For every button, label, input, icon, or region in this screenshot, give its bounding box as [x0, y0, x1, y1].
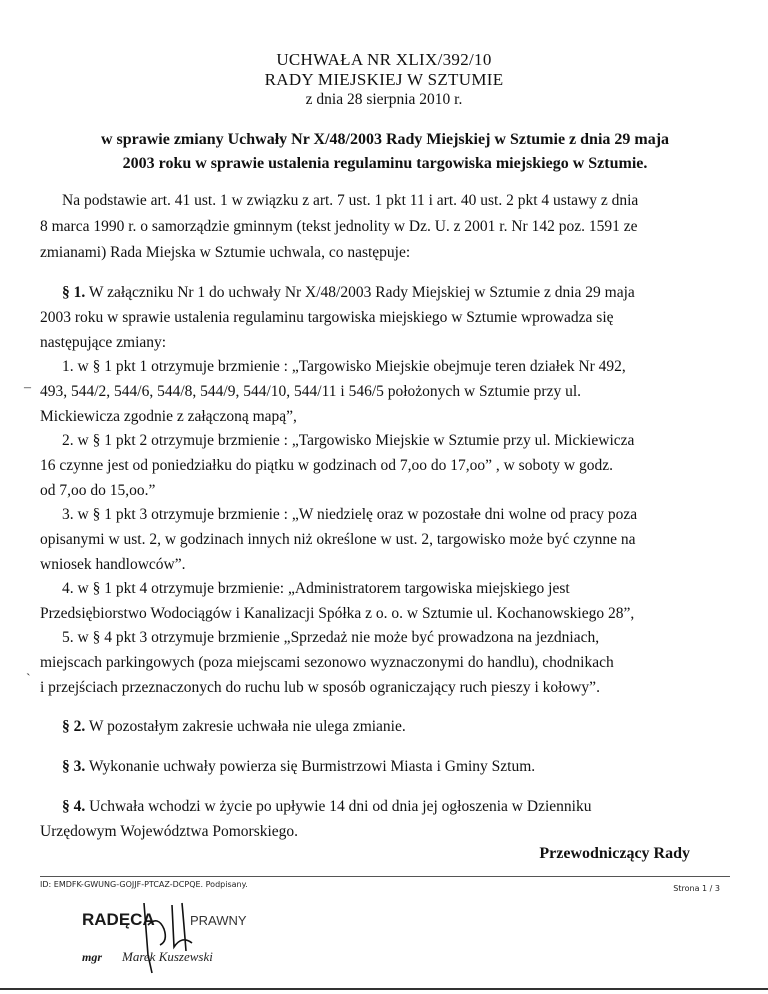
preamble-line-2: 8 marca 1990 r. o samorządzie gminnym (tekst jednolity w Dz. U. z 2001 r. Nr 142 poz. 1591 ze — [40, 218, 638, 235]
change-1-line-2: 493, 544/2, 544/6, 544/8, 544/9, 544/10, 544/11 i 546/5 położonych w Sztumie przy ul. — [40, 383, 582, 400]
change-5-line-2: miejscach parkingowych (poza miejscami sezonowo wyznaczonymi do handlu), chodnikach — [40, 654, 614, 671]
section-1-line-2: 2003 roku w sprawie ustalenia regulaminu targowiska miejskiego w Sztumie wprowadza się — [40, 309, 614, 326]
section-1-line-1: § 1. W załączniku Nr 1 do uchwały Nr X/48/2003 Rady Miejskiej w Sztumie z dnia 29 maja — [62, 284, 635, 301]
stamp-prefix: mgr — [82, 950, 103, 964]
change-1-line-1: 1. w § 1 pkt 1 otrzymuje brzmienie : „Targowisko Miejskie obejmuje teren działek Nr 492, — [62, 358, 626, 375]
section-2-mark: § 2. — [62, 718, 86, 735]
change-5-line-3: i przejściach przeznaczonych do ruchu lub w sposób ograniczający ruch pieszy i kołowy”. — [40, 679, 600, 696]
preamble-line-1: Na podstawie art. 41 ust. 1 w związku z art. 7 ust. 1 pkt 11 i art. 40 ust. 2 pkt 4 ustawy z dnia — [62, 192, 639, 209]
page-bottom-edge — [0, 988, 768, 990]
section-4-mark: § 4. — [62, 798, 86, 815]
subject-line-1: w sprawie zmiany Uchwały Nr X/48/2003 Rady Miejskiej w Sztumie z dnia 29 maja — [100, 131, 670, 148]
change-3-line-3: wniosek handlowców”. — [40, 556, 186, 573]
section-3: § 3. Wykonanie uchwały powierza się Burmistrzowi Miasta i Gminy Sztum. — [62, 758, 536, 775]
change-1-line-3: Mickiewicza zgodnie z załączoną mapą”, — [40, 408, 297, 425]
section-2: § 2. W pozostałym zakresie uchwała nie ulega zmianie. — [62, 718, 406, 735]
change-3-line-2: opisanymi w ust. 2, w godzinach innych niż określone w ust. 2, targowisko może być czynne na — [40, 531, 636, 548]
footer-divider — [40, 876, 730, 877]
subject-line-2: 2003 roku w sprawie ustalenia regulaminu targowiska miejskiego w Sztumie. — [122, 155, 648, 172]
section-4-line-2: Urzędowym Województwa Pomorskiego. — [40, 823, 299, 840]
stamp-name: Marek Kuszewski — [122, 949, 213, 964]
legal-advisor-stamp — [82, 895, 282, 975]
stamp-left-word: RADĘCA — [82, 910, 155, 929]
resolution-subject — [40, 128, 730, 176]
section-1-mark: § 1. — [62, 284, 86, 301]
resolution-number: UCHWAŁA NR XLIX/392/10 — [276, 50, 492, 69]
change-2-line-1: 2. w § 1 pkt 2 otrzymuje brzmienie : „Targowisko Miejskie w Sztumie przy ul. Mickiewicza — [62, 432, 635, 449]
section-4-line-1: § 4. Uchwała wchodzi w życie po upływie 14 dni od dnia jej ogłoszenia w Dzienniku — [62, 798, 592, 815]
section-1-line-3: następujące zmiany: — [40, 334, 167, 351]
margin-tick-mark: ˋ — [26, 672, 31, 687]
margin-dash-mark: – — [24, 380, 31, 395]
change-4-line-2: Przedsiębiorstwo Wodociągów i Kanalizacji Spółka z o. o. w Sztumie ul. Kochanowskiego 28”, — [40, 605, 635, 622]
change-3-line-1: 3. w § 1 pkt 3 otrzymuje brzmienie : „W niedzielę oraz w pozostałe dni wolne od pracy poza — [62, 506, 638, 523]
document-id: ID: EMDFK-GWUNG-GOJJF-PTCAZ-DCPQE. Podpisany. — [40, 880, 248, 889]
change-4-line-1: 4. w § 1 pkt 4 otrzymuje brzmienie: „Administratorem targowiska miejskiego jest — [62, 580, 570, 597]
section-3-mark: § 3. — [62, 758, 86, 775]
change-2-line-3: od 7,oo do 15,oo.” — [40, 482, 156, 499]
change-2-line-2: 16 czynne jest od poniedziałku do piątku w godzinach od 7,oo do 17,oo” , w soboty w godz. — [40, 457, 613, 474]
council-name: RADY MIEJSKIEJ W SZTUMIE — [264, 70, 504, 89]
page-number: Strona 1 / 3 — [673, 884, 720, 893]
preamble-line-3: zmianami) Rada Miejska w Sztumie uchwala, co następuje: — [40, 244, 411, 261]
resolution-date: z dnia 28 sierpnia 2010 r. — [305, 91, 463, 108]
change-5-line-1: 5. w § 4 pkt 3 otrzymuje brzmienie „Sprzedaż nie może być prowadzona na jezdniach, — [62, 629, 600, 646]
stamp-right-word: PRAWNY — [190, 913, 247, 928]
signer-title: Przewodniczący Rady — [539, 845, 690, 862]
